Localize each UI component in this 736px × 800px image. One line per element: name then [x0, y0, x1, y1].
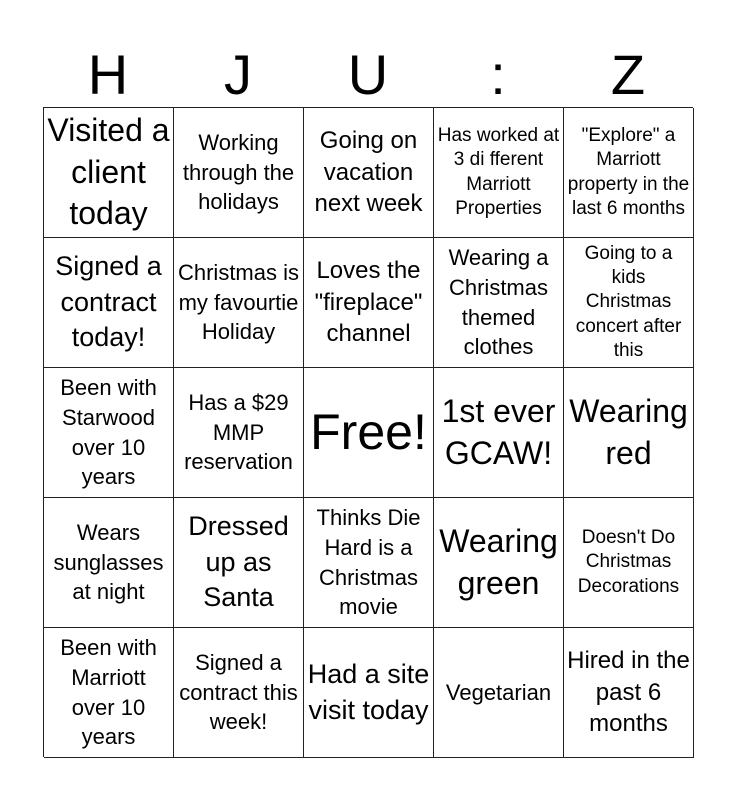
bingo-cell-r1c4[interactable] — [434, 108, 564, 238]
bingo-cell-r2c2[interactable] — [174, 238, 304, 368]
bingo-cell-r3c1[interactable] — [44, 368, 174, 498]
bingo-cell-r2c4[interactable] — [434, 238, 564, 368]
cell-text: Going to a kids Christmas concert after this — [575, 242, 682, 361]
bingo-cell-r4c5[interactable] — [564, 498, 694, 628]
cell-text: Vegetarian — [445, 679, 552, 705]
cell-text: Wearing a Christmas themed clothes — [448, 245, 549, 360]
header-letter-1: H — [87, 43, 129, 106]
cell-text: "Explore" a Marriott property in the last 6 months — [567, 124, 690, 219]
bingo-cell-r3c2[interactable] — [174, 368, 304, 498]
bingo-cell-r2c1[interactable] — [44, 238, 174, 368]
cell-text: Wears sunglasses at night — [53, 519, 164, 605]
bingo-cell-r4c2[interactable] — [174, 498, 304, 628]
cell-text: Thinks Die Hard is a Christmas movie — [316, 505, 421, 620]
bingo-cell-r5c4[interactable] — [434, 628, 564, 758]
bingo-cell-r1c1[interactable] — [44, 108, 174, 238]
bingo-header — [43, 44, 693, 106]
cell-text: Wearing green — [439, 522, 558, 601]
cell-text: Been with Starwood over 10 years — [60, 375, 157, 490]
cell-text: Dressed up as Santa — [188, 511, 289, 613]
cell-text: Free! — [310, 404, 427, 461]
cell-text: Christmas is my favourtie Holiday — [177, 259, 299, 345]
bingo-cell-r1c5[interactable] — [564, 108, 694, 238]
bingo-board — [43, 107, 693, 757]
bingo-cell-r4c4[interactable] — [434, 498, 564, 628]
bingo-cell-r5c3[interactable] — [304, 628, 434, 758]
bingo-cell-r5c1[interactable] — [44, 628, 174, 758]
cell-text: Has a $29 MMP reservation — [184, 389, 293, 475]
cell-text: Doesn't Do Christmas Decorations — [577, 527, 680, 597]
bingo-cell-free[interactable] — [304, 368, 434, 498]
bingo-cell-r4c3[interactable] — [304, 498, 434, 628]
bingo-cell-r2c3[interactable] — [304, 238, 434, 368]
bingo-cell-r3c4[interactable] — [434, 368, 564, 498]
header-letter-2: J — [224, 43, 252, 106]
bingo-cell-r5c2[interactable] — [174, 628, 304, 758]
bingo-cell-r5c5[interactable] — [564, 628, 694, 758]
cell-text: Signed a contract today! — [55, 251, 162, 353]
cell-text: Signed a contract this week! — [179, 649, 298, 735]
bingo-cell-r2c5[interactable] — [564, 238, 694, 368]
bingo-cell-r1c3[interactable] — [304, 108, 434, 238]
header-letter-5: Z — [610, 43, 646, 106]
cell-text: Loves the "fireplace" channel — [314, 256, 423, 348]
header-letter-3: U — [347, 43, 389, 106]
header-letter-4: : — [490, 43, 506, 106]
cell-text: Had a site visit today — [307, 658, 430, 725]
cell-text: Been with Marriott over 10 years — [60, 635, 157, 750]
cell-text: Has worked at 3 di fferent Marriott Properties — [437, 124, 560, 219]
bingo-cell-r3c5[interactable] — [564, 368, 694, 498]
cell-text: Going on vacation next week — [314, 126, 423, 218]
cell-text: 1st ever GCAW! — [441, 392, 556, 471]
cell-text: Visited a client today — [47, 112, 170, 232]
bingo-cell-r1c2[interactable] — [174, 108, 304, 238]
cell-text: Hired in the past 6 months — [567, 646, 690, 738]
cell-text: Wearing red — [569, 392, 688, 471]
cell-text: Working through the holidays — [182, 129, 295, 215]
bingo-cell-r4c1[interactable] — [44, 498, 174, 628]
